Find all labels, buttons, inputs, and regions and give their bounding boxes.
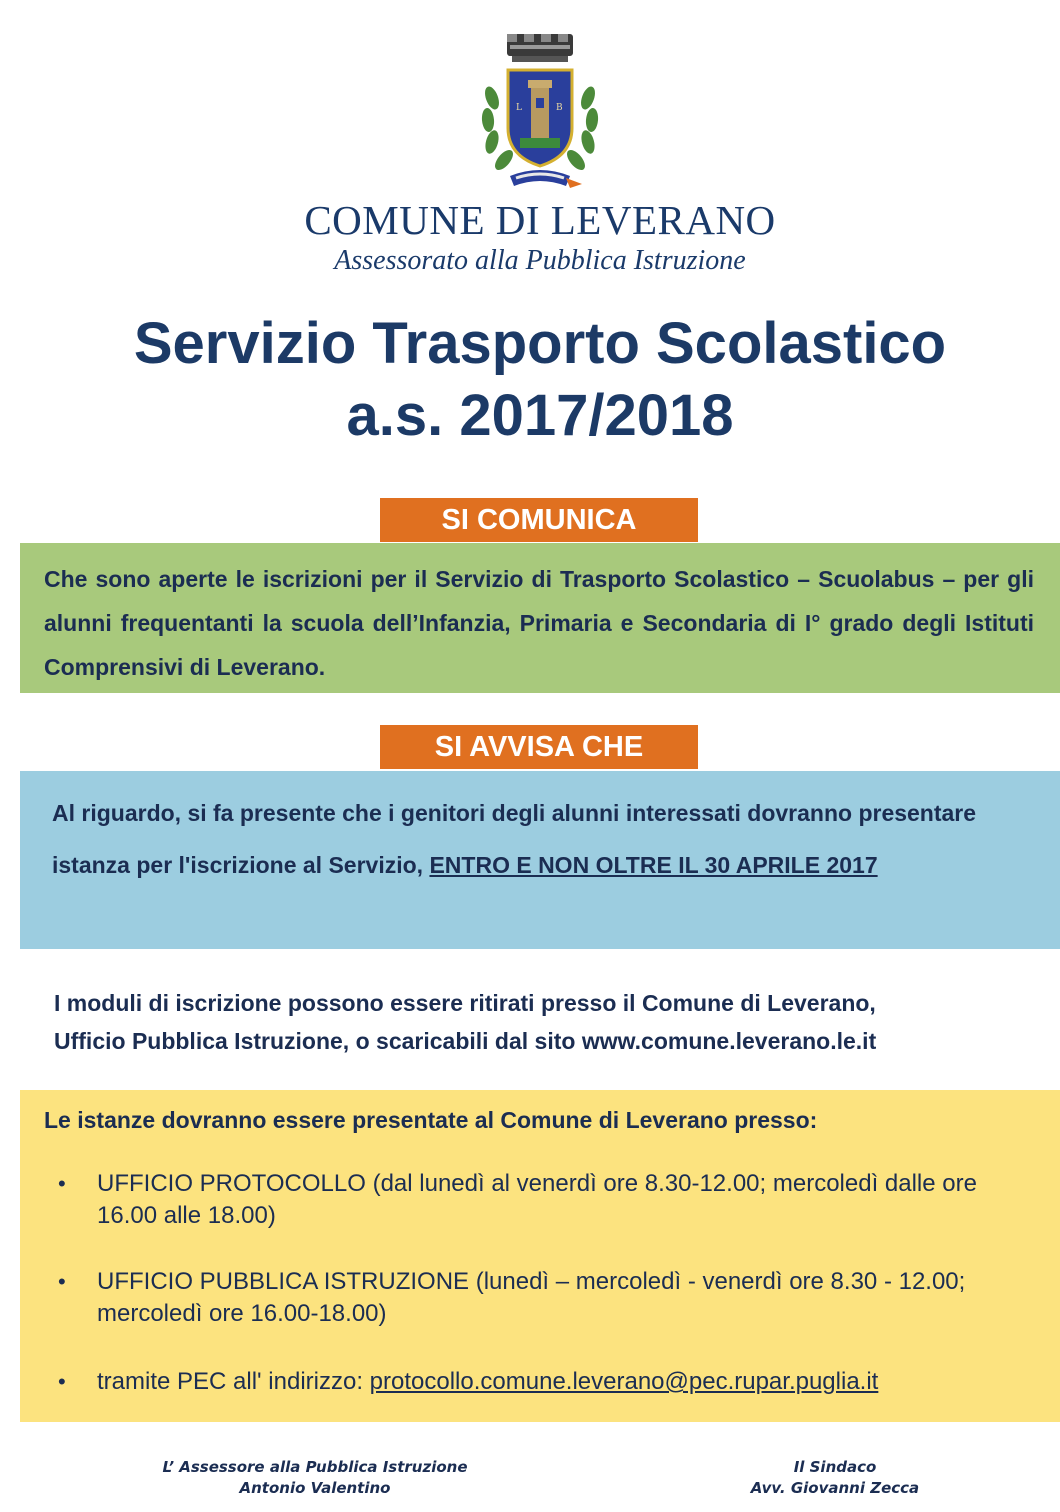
moduli-line-1: I moduli di iscrizione possono essere ritirati presso il Comune di Leverano, xyxy=(54,990,876,1016)
crown-icon xyxy=(507,34,573,62)
bullet-icon: • xyxy=(58,1171,66,1196)
sindaco-name: Avv. Giovanni Zecca xyxy=(750,1479,920,1497)
list-item-protocollo: UFFICIO PROTOCOLLO (dal lunedì al venerdì ore 8.30-12.00; mercoledì dalle ore 16.00 alle 18.00) xyxy=(97,1170,977,1229)
sindaco-signature xyxy=(740,1457,930,1499)
moduli-line-2: Ufficio Pubblica Istruzione, o scaricabili dal sito www.comune.leverano.le.it xyxy=(54,1028,877,1054)
list-item-pubblica-istruzione: UFFICIO PUBBLICA ISTRUZIONE (lunedì – mercoledì - venerdì ore 8.30 - 12.00; mercoledì ore 16.00-18.00) xyxy=(97,1268,966,1327)
comune-title: COMUNE DI LEVERANO xyxy=(304,197,776,243)
crest-letter-b: B xyxy=(556,103,563,113)
si-comunica-panel xyxy=(20,543,1060,693)
bullet-icon: • xyxy=(58,1269,66,1294)
ribbon-icon xyxy=(510,170,582,188)
assessorato-subtitle: Assessorato alla Pubblica Istruzione xyxy=(334,245,746,276)
list-item-pec xyxy=(97,1366,1017,1398)
istanze-heading: Le istanze dovranno essere presentate al Comune di Leverano presso: xyxy=(44,1107,818,1133)
bullet-icon: • xyxy=(58,1369,66,1394)
crest-letter-l: L xyxy=(516,103,522,113)
assessore-name: Antonio Valentino xyxy=(239,1479,391,1497)
coat-of-arms-logo xyxy=(470,28,610,193)
school-year: a.s. 2017/2018 xyxy=(346,383,734,448)
si-comunica-text: Che sono aperte le iscrizioni per il Servizio di Trasporto Scolastico – Scuolabus – per gli alunni frequentanti la scuola dell’Infanzia, Primaria e Secondaria di I° grado degli Istituti Comprensivi di Leverano. xyxy=(44,566,1034,680)
moduli-info xyxy=(54,984,1044,1060)
si-avvisa-label: SI AVVISA CHE xyxy=(380,725,698,769)
si-avvisa-text: Al riguardo, si fa presente che i genitori degli alunni interessati dovranno presentare istanza per l'iscrizione al Servizio, xyxy=(52,800,977,878)
pec-prefix: tramite PEC all' indirizzo: xyxy=(97,1368,370,1395)
assessore-role: L’ Assessore alla Pubblica Istruzione xyxy=(162,1458,468,1476)
pec-email-link[interactable]: protocollo.comune.leverano@pec.rupar.puglia.it xyxy=(369,1368,879,1395)
si-comunica-label: SI COMUNICA xyxy=(380,498,698,542)
sindaco-role: Il Sindaco xyxy=(793,1458,877,1476)
deadline-text: ENTRO E NON OLTRE IL 30 APRILE 2017 xyxy=(429,852,878,878)
page-title: Servizio Trasporto Scolastico xyxy=(133,311,947,376)
si-avvisa-panel xyxy=(20,771,1060,949)
assessore-signature xyxy=(160,1457,470,1499)
